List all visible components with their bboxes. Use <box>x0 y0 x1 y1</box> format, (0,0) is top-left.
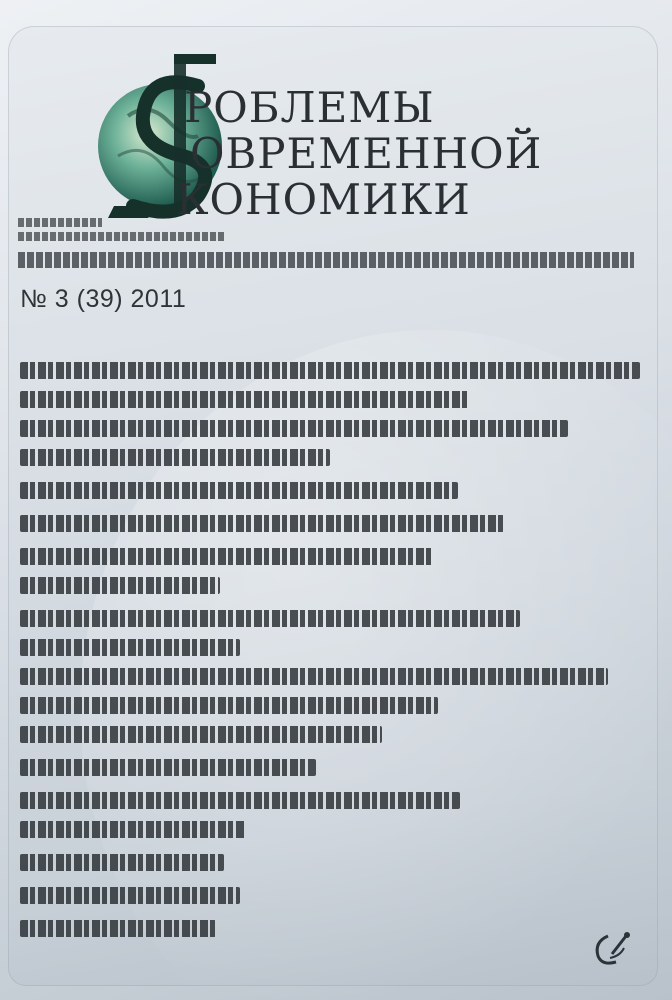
title-line-1: РОБЛЕМЫ <box>184 83 435 132</box>
toc-item <box>20 515 504 532</box>
journal-subtitle <box>18 252 634 268</box>
toc-item <box>20 548 434 565</box>
toc-item <box>20 792 460 809</box>
toc-item <box>20 697 438 714</box>
toc-item <box>20 362 640 379</box>
toc-item <box>20 668 608 685</box>
toc-item <box>20 726 382 743</box>
publisher-info <box>18 218 638 246</box>
toc-item <box>20 887 240 904</box>
toc-item <box>20 920 216 937</box>
toc-item <box>20 639 240 656</box>
toc-item <box>20 449 330 466</box>
issue-number: № 3 (39) 2011 <box>20 285 187 313</box>
toc-item <box>20 577 220 594</box>
table-of-contents <box>20 362 650 949</box>
toc-item <box>20 391 470 408</box>
title-line-2: ОВРЕМЕННОЙ <box>190 129 543 178</box>
toc-item <box>20 854 224 871</box>
toc-item <box>20 482 458 499</box>
toc-item <box>20 759 316 776</box>
publisher-emblem-icon <box>590 928 636 968</box>
toc-item <box>20 420 568 437</box>
toc-item <box>20 821 246 838</box>
title-line-3: КОНОМИКИ <box>176 175 471 224</box>
toc-item <box>20 610 520 627</box>
